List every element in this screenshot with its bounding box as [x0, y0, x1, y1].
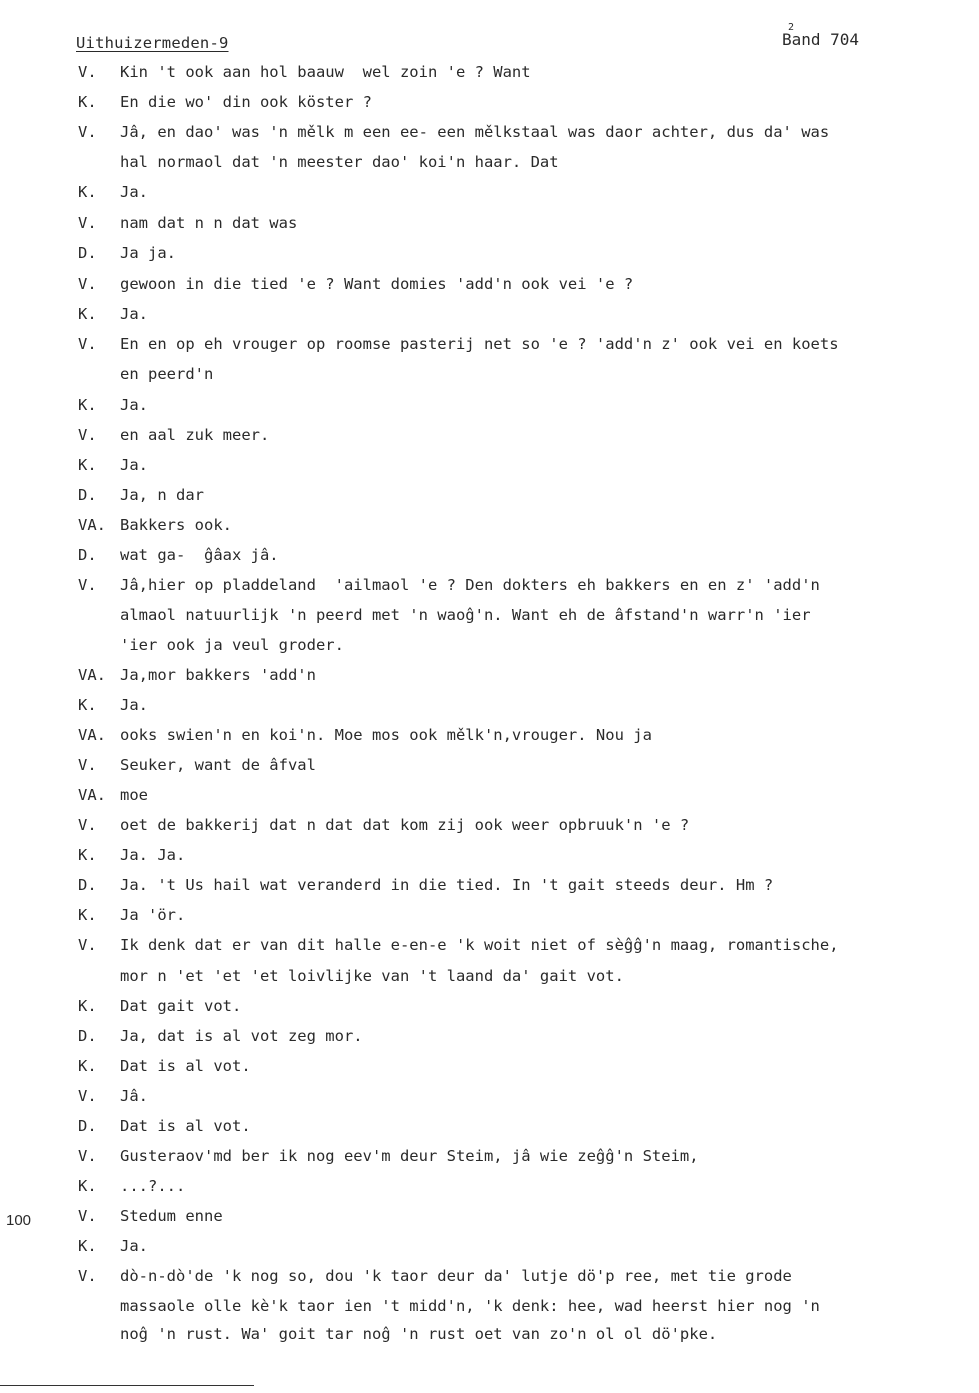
utterance-text: 'ier ook ja veul groder.	[120, 636, 344, 654]
utterance-text: Ja, dat is al vot zeg mor.	[120, 1027, 363, 1045]
band-label: Band 704	[782, 30, 860, 49]
document-title: Uithuizermeden-9	[76, 34, 229, 52]
utterance-text: Ik denk dat er van dit halle e-en-e 'k woit niet of sèĝĝ'n maag, romantische,	[120, 936, 839, 954]
speaker-label: V.	[78, 1267, 97, 1285]
utterance-text: Ja.	[120, 183, 148, 201]
utterance-text: Ja.	[120, 696, 148, 714]
speaker-label: K.	[78, 456, 97, 474]
utterance-text: Ja. 't Us hail wat veranderd in die tied. In 't gait steeds deur. Hm ?	[120, 876, 774, 894]
utterance-text: nam dat n n dat was	[120, 214, 298, 232]
speaker-label: V.	[78, 936, 97, 954]
utterance-text: moe	[120, 786, 148, 804]
utterance-text: Jâ,hier op pladdeland 'ailmaol 'e ? Den dokters eh bakkers en en z' 'add'n	[120, 576, 820, 594]
margin-page-number: 100	[6, 1212, 32, 1229]
utterance-text: massaole olle kè'k taor ien 't midd'n, 'k denk: hee, wad heerst hier nog 'n	[120, 1297, 820, 1315]
band-label-block	[782, 22, 860, 49]
speaker-label: K.	[78, 1177, 97, 1195]
utterance-text: en aal zuk meer.	[120, 426, 270, 444]
utterance-text: Ja,mor bakkers 'add'n	[120, 666, 316, 684]
speaker-label: K.	[78, 396, 97, 414]
speaker-label: D.	[78, 546, 97, 564]
speaker-label: V.	[78, 123, 97, 141]
speaker-label: V.	[78, 816, 97, 834]
speaker-label: D.	[78, 1027, 97, 1045]
utterance-text: Ja ja.	[120, 244, 176, 262]
utterance-text: Kin 't ook aan hol baauw wel zoin 'e ? Want	[120, 63, 531, 81]
speaker-label: V.	[78, 756, 97, 774]
speaker-label: V.	[78, 576, 97, 594]
utterance-text: ooks swien'n en koi'n. Moe mos ook mělk'n,vrouger. Nou ja	[120, 726, 652, 744]
speaker-label: VA.	[78, 786, 106, 804]
speaker-label: V.	[78, 1087, 97, 1105]
speaker-label: D.	[78, 244, 97, 262]
utterance-text: Ja, n dar	[120, 486, 204, 504]
speaker-label: K.	[78, 305, 97, 323]
utterance-text: noĝ 'n rust. Wa' goit tar noĝ 'n rust oet van zo'n ol ol dö'pke.	[120, 1325, 718, 1343]
utterance-text: Dat is al vot.	[120, 1057, 251, 1075]
utterance-text: oet de bakkerij dat n dat dat kom zij ook weer opbruuk'n 'e ?	[120, 816, 690, 834]
utterance-text: Ja.	[120, 1237, 148, 1255]
utterance-text: Stedum enne	[120, 1207, 223, 1225]
speaker-label: D.	[78, 876, 97, 894]
utterance-text: Ja 'ör.	[120, 906, 186, 924]
speaker-label: K.	[78, 846, 97, 864]
utterance-text: almaol natuurlijk 'n peerd met 'n waoĝ'n. Want eh de âfstand'n warr'n 'ier	[120, 606, 811, 624]
utterance-text: wat ga- ĝâax jâ.	[120, 546, 279, 564]
utterance-text: Ja. Ja.	[120, 846, 186, 864]
utterance-text: Jâ, en dao' was 'n mělk m een ee- een mělkstaal was daor achter, dus da' was	[120, 123, 830, 141]
utterance-text: Gusteraov'md ber ik nog eev'm deur Steim, jâ wie zeĝĝ'n Steim,	[120, 1147, 699, 1165]
utterance-text: dò-n-dò'de 'k nog so, dou 'k taor deur da' lutje dö'p ree, met tie grode	[120, 1267, 792, 1285]
speaker-label: V.	[78, 1207, 97, 1225]
speaker-label: V.	[78, 335, 97, 353]
utterance-text: Jâ.	[120, 1087, 148, 1105]
speaker-label: VA.	[78, 726, 106, 744]
band-mark: 2	[788, 22, 795, 33]
speaker-label: V.	[78, 275, 97, 293]
utterance-text: En die wo' din ook köster ?	[120, 93, 372, 111]
speaker-label: D.	[78, 1117, 97, 1135]
speaker-label: K.	[78, 183, 97, 201]
speaker-label: K.	[78, 997, 97, 1015]
speaker-label: K.	[78, 1057, 97, 1075]
speaker-label: K.	[78, 1237, 97, 1255]
utterance-text: hal normaol dat 'n meester dao' koi'n haar. Dat	[120, 153, 559, 171]
utterance-text: en peerd'n	[120, 365, 214, 383]
speaker-label: D.	[78, 486, 97, 504]
utterance-text: Dat is al vot.	[120, 1117, 251, 1135]
speaker-label: K.	[78, 906, 97, 924]
utterance-text: Seuker, want de âfval	[120, 756, 316, 774]
footer-rule	[0, 1385, 254, 1386]
speaker-label: VA.	[78, 516, 106, 534]
speaker-label: V.	[78, 1147, 97, 1165]
utterance-text: mor n 'et 'et 'et loivlijke van 't laand da' gait vot.	[120, 967, 624, 985]
speaker-label: K.	[78, 696, 97, 714]
utterance-text: En en op eh vrouger op roomse pasterij net so 'e ? 'add'n z' ook vei en koets	[120, 335, 839, 353]
utterance-text: gewoon in die tied 'e ? Want domies 'add'n ook vei 'e ?	[120, 275, 634, 293]
utterance-text: Bakkers ook.	[120, 516, 232, 534]
utterance-text: ...?...	[120, 1177, 186, 1195]
utterance-text: Ja.	[120, 305, 148, 323]
utterance-text: Ja.	[120, 396, 148, 414]
speaker-label: V.	[78, 214, 97, 232]
speaker-label: V.	[78, 63, 97, 81]
speaker-label: VA.	[78, 666, 106, 684]
utterance-text: Dat gait vot.	[120, 997, 242, 1015]
speaker-label: K.	[78, 93, 97, 111]
speaker-label: V.	[78, 426, 97, 444]
utterance-text: Ja.	[120, 456, 148, 474]
